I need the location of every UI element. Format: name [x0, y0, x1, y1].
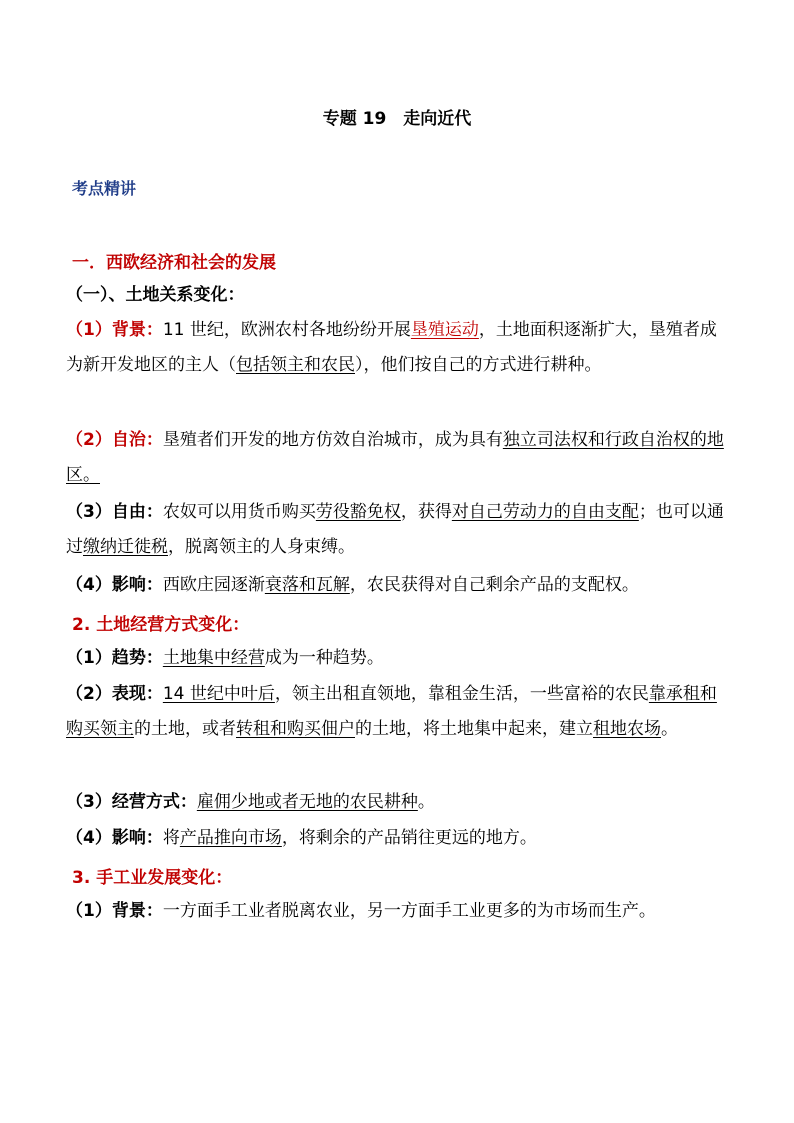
underlined-text: 转租和购买佃户 [236, 719, 355, 739]
paragraph-operation [66, 785, 726, 820]
underlined-text: 劳役豁免权 [315, 502, 401, 522]
text: 的土地，或者 [134, 719, 236, 739]
underlined-text: 产品推向市场 [179, 828, 282, 848]
label: （4）影响： [66, 575, 163, 595]
text: ，将剩余的产品销往更远的地方。 [281, 828, 537, 848]
text: ），他们按自己的方式进行耕种。 [355, 355, 602, 375]
page-title: 专题 19 走向近代 [322, 109, 472, 129]
underlined-text: 租地农场 [593, 719, 661, 739]
text: ，土地面积逐渐扩大，垦殖者成为新开发地区的主人（ [66, 320, 717, 375]
paragraph-impact [66, 568, 726, 603]
text: 11 世纪，欧洲农村各地纷纷开展 [162, 320, 411, 340]
underlined-text: 包括领主和农民 [236, 355, 355, 375]
paragraph-freedom [66, 495, 726, 565]
text: 。 [661, 719, 678, 739]
label: （1）趋势： [66, 648, 163, 668]
paragraph-manifestation [66, 677, 726, 747]
text: 垦殖者们开发的地方仿效自治城市，成为具有 [162, 430, 503, 450]
paragraph-autonomy [66, 423, 726, 493]
paragraph-impact-2 [66, 821, 726, 856]
label: （2）自治： [66, 430, 163, 450]
text: 农奴可以用货币购买 [162, 502, 316, 522]
underlined-text: 缴纳迁徙税 [83, 537, 168, 557]
text: ，脱离领主的人身束缚。 [168, 537, 355, 557]
text: ，领主出租直领地，靠租金生活，一些富裕的农民 [274, 684, 649, 704]
underlined-text: 14 世纪中叶后 [162, 684, 275, 704]
label: （3）经营方式： [66, 792, 197, 812]
text: 。 [417, 792, 435, 812]
text: 一方面手工业者脱离农业，另一方面手工业更多的为市场而生产。 [162, 901, 656, 921]
heading-3: 3. 手工业发展变化： [72, 868, 233, 888]
paragraph-background [66, 313, 726, 383]
label: （2）表现： [66, 684, 163, 704]
underlined-text: 衰落和瓦解 [264, 575, 350, 595]
underlined-text: 靠承租和购买领主 [66, 684, 717, 739]
paragraph-trend [66, 641, 726, 676]
underlined-text: 独立司法权和行政自治权的地区。 [66, 430, 724, 485]
paragraph-craft-background [66, 894, 726, 929]
text: 的土地，将土地集中起来，建立 [355, 719, 593, 739]
underlined-text: 对自己劳动力的自由支配 [451, 502, 639, 522]
label: （1）背景： [66, 901, 163, 921]
heading-1: 一．西欧经济和社会的发展 [72, 253, 276, 273]
underlined-text: 土地集中经营 [162, 648, 265, 668]
text: 成为一种趋势。 [264, 648, 384, 668]
text: ，获得 [400, 502, 452, 522]
text: 将 [162, 828, 180, 848]
label: （1）背景： [66, 320, 163, 340]
label: （4）影响： [66, 828, 163, 848]
subheading-1: （一）、土地关系变化： [66, 285, 245, 305]
underlined-text: 雇佣少地或者无地的农民耕种 [196, 792, 418, 812]
heading-2: 2. 土地经营方式变化： [72, 615, 250, 635]
section-label: 考点精讲 [72, 179, 137, 198]
label: （3）自由： [66, 502, 163, 522]
text: 西欧庄园逐渐 [162, 575, 265, 595]
text: ；也可以通过 [66, 502, 724, 557]
underlined-text: 垦殖运动 [410, 320, 479, 340]
text: ，农民获得对自己剩余产品的支配权。 [349, 575, 639, 595]
